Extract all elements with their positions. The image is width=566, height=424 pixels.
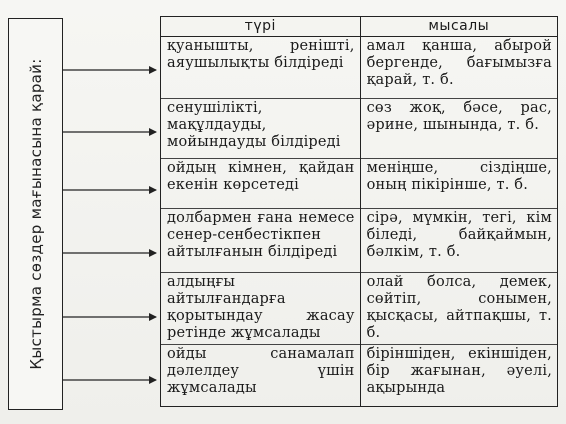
type-cell: қуанышты, реніштi, аяушылықты білдіреді (161, 37, 361, 99)
type-cell: алдыңғы айтылғандарға қорытындау жасау ретінде жұмсалады (161, 273, 361, 345)
example-cell: амал қанша, абырой бергенде, бағымызға қарай, т. б. (360, 37, 557, 99)
table-row (161, 37, 558, 99)
table-header-row (161, 17, 558, 37)
type-cell: долбармен ғана немесе сенер-сенбестікпен айтылғанын білдіреді (161, 209, 361, 273)
example-cell: сөз жоқ, бәсе, рас, әрине, шынында, т. б. (360, 99, 557, 159)
example-cell: сірә, мүмкін, тегі, кім біледі, байқаймын, бәлкім, т. б. (360, 209, 557, 273)
type-cell: ойды санамалап дәлелдеу үшін жұмсалады (161, 345, 361, 407)
example-cell: біріншіден, екіншіден, бір жағынан, әуелі, ақырында (360, 345, 557, 407)
category-label: Қыстырма сөздер мағынасына қарай: (26, 58, 45, 370)
type-cell: сенушілікті, мақұлдауды, мойындауды білдіреді (161, 99, 361, 159)
header-type: түрі (161, 17, 361, 37)
header-example: мысалы (360, 17, 557, 37)
type-cell: ойдың кімнен, қайдан екенін көрсетеді (161, 159, 361, 209)
category-box (8, 18, 63, 410)
table-row (161, 99, 558, 159)
example-cell: олай болса, демек, сөйтіп, сонымен, қысқасы, айтпақшы, т. б. (360, 273, 557, 345)
table-row (161, 345, 558, 407)
example-cell: меніңше, сіздіңше, оның пікірінше, т. б. (360, 159, 557, 209)
table-row (161, 159, 558, 209)
table-row (161, 273, 558, 345)
types-table (160, 16, 558, 407)
table-row (161, 209, 558, 273)
